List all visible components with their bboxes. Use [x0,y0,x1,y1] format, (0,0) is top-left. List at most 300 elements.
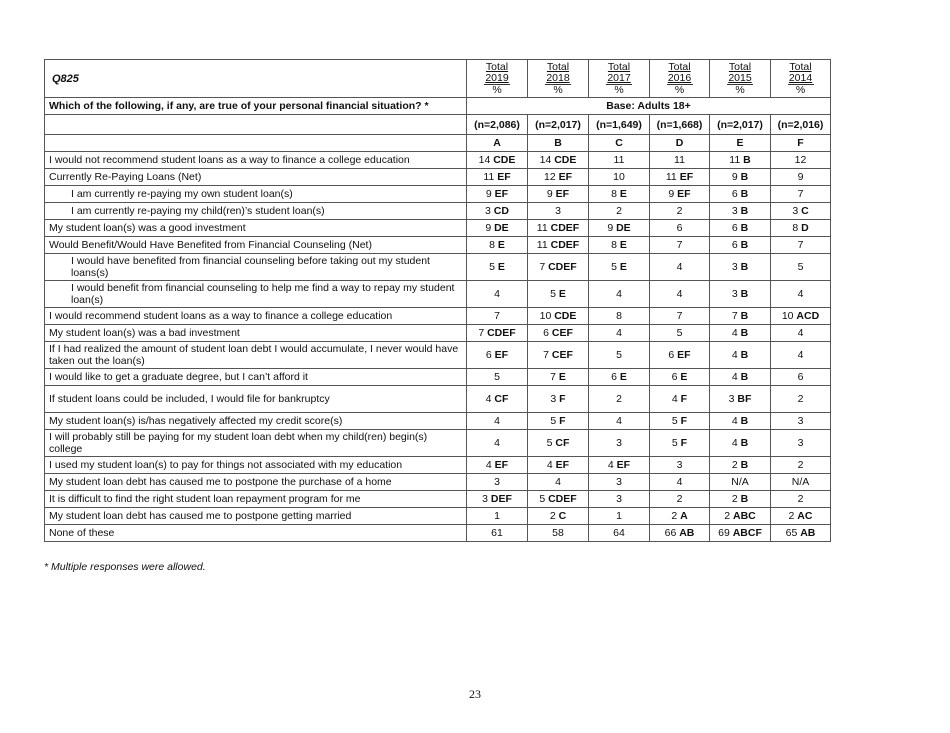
cell-value: 61 [491,527,503,539]
column-total: Total [607,61,631,73]
row-cell [467,169,528,186]
column-total: Total [728,61,752,73]
cell-value: 4 [731,327,738,339]
column-year: 2019 [485,72,509,84]
row-cell [650,308,710,325]
cell-value: 11 [536,222,548,234]
row-cell [710,491,771,508]
row-cell [650,186,710,203]
cell-value: 2 [676,493,683,505]
row-cell [771,325,831,342]
cell-value: 4 [616,288,622,300]
significance-letters: B [740,459,749,471]
row-cell [650,430,710,457]
row-label: I am currently re-paying my child(ren)’s student loan(s) [45,203,467,220]
column-percent-sign: % [484,84,510,96]
cell-value: 9 [731,171,738,183]
row-cell [771,413,831,430]
significance-letters: A [680,510,688,522]
row-cell [528,308,589,325]
cell-value: 3 [731,261,738,273]
column-header-d [650,60,710,98]
cell-value: 4 [485,393,492,405]
cell-value: 1 [616,510,622,522]
row-cell [710,430,771,457]
column-total: Total [485,61,509,73]
column-letter: E [710,135,771,152]
row-label: My student loan debt has caused me to postpone getting married [45,508,467,525]
column-total: Total [546,61,570,73]
row-cell [650,237,710,254]
significance-letters: F [559,393,566,405]
footnote: * Multiple responses were allowed. [44,561,206,573]
column-letter: A [467,135,528,152]
row-cell [528,169,589,186]
significance-letters: CF [494,393,509,405]
row-cell [467,342,528,369]
cell-value: 4 [731,349,738,361]
cell-value: 4 [494,415,500,427]
row-label: I would not recommend student loans as a way to finance a college education [45,152,467,169]
significance-letters: F [680,437,688,449]
significance-letters: B [740,349,749,361]
table-row [45,169,831,186]
cell-value: 3 [731,288,738,300]
cell-value: 8 [611,239,617,251]
row-label: My student loan(s) is/has negatively affected my credit score(s) [45,413,467,430]
row-label: If student loans could be included, I would file for bankruptcy [45,386,467,413]
cell-value: 6 [611,371,617,383]
table-row [45,220,831,237]
row-cell [589,457,650,474]
row-cell [710,152,771,169]
significance-letters: B [740,310,749,322]
significance-letters: CDEF [487,327,516,339]
cell-value: 2 [724,510,731,522]
significance-letters: CEF [551,349,573,361]
significance-letters: CF [555,437,570,449]
cell-value: 5 [550,415,557,427]
header-row-question [45,98,831,115]
row-cell [710,325,771,342]
row-cell [771,430,831,457]
cell-value: 9 [797,171,804,183]
significance-letters: B [740,222,749,234]
row-cell [467,386,528,413]
row-cell [771,369,831,386]
row-cell [589,254,650,281]
row-cell [650,203,710,220]
significance-letters: CD [493,205,509,217]
row-cell [467,281,528,308]
significance-letters: EF [677,349,691,361]
column-percent-sign: % [606,84,632,96]
row-cell [650,491,710,508]
column-sample-size: (n=1,668) [650,115,710,135]
row-cell [467,369,528,386]
row-cell [650,413,710,430]
cell-value: 2 [797,493,804,505]
significance-letters: AB [800,527,816,539]
row-cell [710,413,771,430]
cell-value: 66 [664,527,677,539]
cell-value: 7 [550,371,556,383]
cell-value: 5 [539,493,546,505]
significance-letters: AC [797,510,813,522]
row-label: I would like to get a graduate degree, but I can’t afford it [45,369,467,386]
row-label: I would benefit from financial counseling to help me find a way to repay my student loan(s) [45,281,467,308]
cell-value: 4 [607,459,614,471]
cell-value: 4 [731,371,738,383]
cell-value: 6 [731,239,738,251]
cell-value: 5 [611,261,617,273]
significance-letters: DE [494,222,509,234]
row-cell [771,508,831,525]
row-cell [528,386,589,413]
cell-value: 11 [665,171,677,183]
cell-value: 7 [494,310,500,322]
row-label: If I had realized the amount of student loan debt I would accumulate, I never would have taken out the loan(s) [45,342,467,369]
row-cell [710,203,771,220]
row-cell [528,237,589,254]
row-cell [710,220,771,237]
row-cell [771,457,831,474]
cell-value: 11 [613,154,625,166]
row-cell [650,152,710,169]
column-year: 2017 [607,72,631,84]
cell-value: 11 [483,171,495,183]
cell-value: 3 [797,415,804,427]
row-label: I would recommend student loans as a way to finance a college education [45,308,467,325]
row-label: My student loan(s) was a bad investment [45,325,467,342]
cell-value: 64 [613,527,625,539]
cell-value: 3 [731,205,738,217]
row-cell [589,491,650,508]
cell-value: 8 [611,188,617,200]
significance-letters: E [680,371,688,383]
column-total: Total [668,61,691,73]
row-cell [589,325,650,342]
row-cell [528,474,589,491]
cell-value: 3 [616,437,622,449]
significance-letters: CDE [493,154,516,166]
row-cell [589,237,650,254]
cell-value: 7 [543,349,549,361]
cell-value: 6 [485,349,492,361]
cell-value: 7 [731,310,738,322]
row-cell [528,430,589,457]
significance-letters: B [740,437,749,449]
table-row [45,369,831,386]
cell-value: 11 [729,154,741,166]
cell-value: 3 [482,493,488,505]
significance-letters: F [680,415,688,427]
row-cell [467,152,528,169]
row-cell [589,308,650,325]
significance-letters: E [558,371,566,383]
row-cell [467,325,528,342]
significance-letters: CDEF [548,261,577,273]
row-cell [589,342,650,369]
table-row [45,186,831,203]
cell-value: 11 [536,239,548,251]
header-row-letters [45,135,831,152]
table-row [45,491,831,508]
significance-letters: DE [616,222,631,234]
significance-letters: EF [555,188,570,200]
row-cell [710,254,771,281]
cell-value: 5 [489,261,495,273]
cell-value: 3 [792,205,799,217]
significance-letters: EF [616,459,631,471]
row-cell [650,342,710,369]
cell-value: N/A [731,476,749,488]
significance-letters: B [740,239,749,251]
header-row-years [45,60,831,98]
cell-value: 3 [485,205,491,217]
cell-value: 4 [797,349,804,361]
row-cell [528,525,589,542]
column-header-e [710,60,771,98]
significance-letters: E [497,261,505,273]
significance-letters: EF [494,188,509,200]
row-cell [467,525,528,542]
significance-letters: ACD [796,310,820,322]
table-row [45,325,831,342]
cell-value: 7 [478,327,485,339]
row-cell [650,457,710,474]
cell-value: 4 [616,327,622,339]
significance-letters: B [740,205,749,217]
row-cell [467,491,528,508]
cell-value: 2 [616,205,622,217]
table-row [45,281,831,308]
row-cell [589,369,650,386]
significance-letters: EF [555,459,570,471]
row-cell [771,474,831,491]
cell-value: 11 [674,154,685,166]
row-cell [710,508,771,525]
row-cell [710,525,771,542]
crosstab-table [44,59,831,542]
row-cell [589,281,650,308]
table-row [45,457,831,474]
row-label: None of these [45,525,467,542]
row-cell [771,525,831,542]
cell-value: 4 [676,476,683,488]
row-cell [710,342,771,369]
significance-letters: CDE [554,154,577,166]
significance-letters: E [619,239,627,251]
cell-value: 2 [731,493,738,505]
significance-letters: EF [679,171,694,183]
cell-value: 4 [616,415,622,427]
column-letter: F [771,135,831,152]
row-cell [589,186,650,203]
row-cell [710,474,771,491]
row-cell [528,369,589,386]
cell-value: 5 [671,437,678,449]
row-cell [771,281,831,308]
question-text: Which of the following, if any, are true of your personal financial situation? * [45,98,467,115]
significance-letters: EF [558,171,573,183]
cell-value: 3 [550,393,557,405]
significance-letters: E [497,239,505,251]
row-cell [467,508,528,525]
row-label: Currently Re-Paying Loans (Net) [45,169,467,186]
row-cell [710,281,771,308]
row-cell [710,308,771,325]
cell-value: 2 [616,393,622,405]
cell-value: 5 [671,415,678,427]
significance-letters: B [740,371,749,383]
cell-value: 4 [676,261,683,273]
cell-value: 4 [555,476,561,488]
cell-value: 6 [797,371,804,383]
table-row [45,430,831,457]
significance-letters: B [740,415,749,427]
significance-letters: D [801,222,809,234]
cell-value: 2 [797,393,804,405]
significance-letters: C [801,205,809,217]
table-row [45,413,831,430]
row-cell [771,220,831,237]
row-cell [650,281,710,308]
row-label: Would Benefit/Would Have Benefited from Financial Counseling (Net) [45,237,467,254]
column-header-f [771,60,831,98]
cell-value: 65 [785,527,798,539]
question-code: Q825 [45,60,467,98]
row-cell [650,474,710,491]
cell-value: 69 [718,527,730,539]
row-cell [710,369,771,386]
cell-value: 4 [797,288,804,300]
row-cell [710,386,771,413]
row-label: My student loan(s) was a good investment [45,220,467,237]
row-cell [710,169,771,186]
cell-value: 3 [797,437,804,449]
row-cell [650,386,710,413]
column-year: 2015 [728,72,752,84]
cell-value: 1 [494,510,500,522]
row-cell [650,525,710,542]
row-cell [771,342,831,369]
column-percent-sign: % [667,84,693,96]
column-sample-size: (n=1,649) [589,115,650,135]
cell-value: 58 [552,527,564,539]
column-letter: C [589,135,650,152]
row-label: My student loan debt has caused me to postpone the purchase of a home [45,474,467,491]
row-cell [467,457,528,474]
header-row-n [45,115,831,135]
row-cell [589,474,650,491]
row-cell [467,254,528,281]
row-cell [650,508,710,525]
cell-value: 4 [731,437,738,449]
cell-value: 7 [676,239,683,251]
cell-value: 2 [797,459,804,471]
significance-letters: B [740,493,749,505]
table-row [45,508,831,525]
cell-value: 3 [616,493,622,505]
row-label: I would have benefited from financial counseling before taking out my student loans(s) [45,254,467,281]
row-cell [650,325,710,342]
significance-letters: ABC [733,510,756,522]
cell-value: 9 [546,188,553,200]
cell-value: 5 [676,327,683,339]
cell-value: 4 [494,437,500,449]
column-year: 2018 [546,72,570,84]
row-cell [710,457,771,474]
row-cell [467,308,528,325]
significance-letters: AB [679,527,695,539]
cell-value: 4 [676,288,683,300]
column-year: 2016 [667,72,692,84]
significance-letters: E [619,261,627,273]
cell-value: 4 [494,288,500,300]
cell-value: 5 [546,437,553,449]
row-cell [467,430,528,457]
row-cell [528,152,589,169]
cell-value: 4 [485,459,492,471]
cell-value: 7 [797,188,804,200]
significance-letters: C [558,510,567,522]
row-cell [528,186,589,203]
row-cell [528,203,589,220]
significance-letters: CDEF [548,493,577,505]
cell-value: 6 [543,327,549,339]
row-cell [528,342,589,369]
significance-letters: B [740,171,749,183]
row-cell [771,386,831,413]
cell-value: 6 [731,222,738,234]
cell-value: 2 [731,459,738,471]
cell-value: 8 [792,222,799,234]
page-number: 23 [469,687,481,701]
row-cell [528,220,589,237]
column-sample-size: (n=2,086) [467,115,528,135]
significance-letters: F [680,393,688,405]
row-label: It is difficult to find the right student loan repayment program for me [45,491,467,508]
row-cell [589,386,650,413]
letter-row-blank [45,135,467,152]
table-row [45,203,831,220]
n-row-blank [45,115,467,135]
row-cell [589,525,650,542]
significance-letters: DEF [490,493,512,505]
cell-value: 12 [543,171,556,183]
significance-letters: B [740,188,749,200]
row-cell [589,203,650,220]
cell-value: 2 [671,510,678,522]
column-sample-size: (n=2,017) [710,115,771,135]
cell-value: 7 [539,261,546,273]
cell-value: 6 [731,188,738,200]
cell-value: 3 [728,393,735,405]
cell-value: 9 [607,222,614,234]
significance-letters: B [743,154,751,166]
cell-value: 5 [550,288,556,300]
cell-value: 6 [671,371,678,383]
row-cell [771,169,831,186]
row-cell [528,457,589,474]
column-letter: D [650,135,710,152]
significance-letters: B [740,261,749,273]
column-letter: B [528,135,589,152]
row-cell [650,169,710,186]
significance-letters: EF [497,171,511,183]
cell-value: 14 [478,154,491,166]
